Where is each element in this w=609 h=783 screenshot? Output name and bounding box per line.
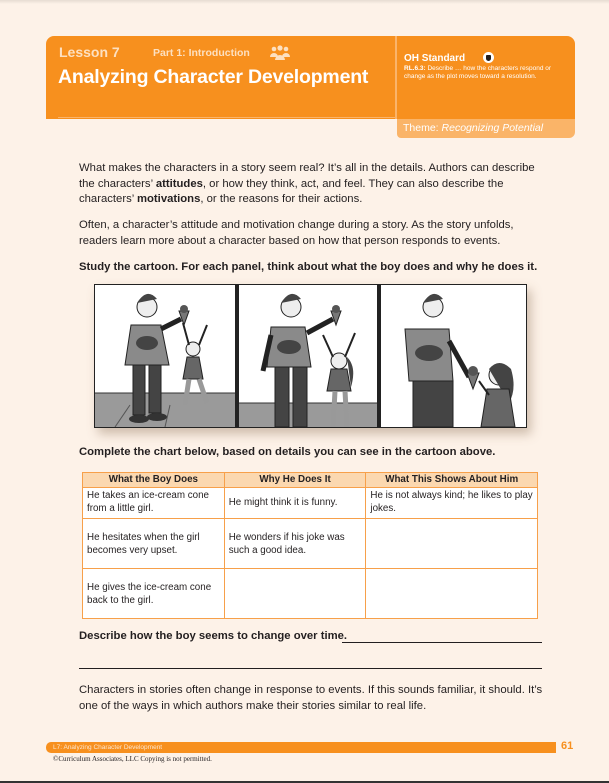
chart-header-shows: What This Shows About Him — [366, 473, 538, 488]
chart-cell: He wonders if his joke was such a good idea. — [224, 519, 366, 569]
closing-paragraph: Characters in stories often change in response to events. If this sounds familiar, it should. It’s one of the ways in which authors make their stories similar to real life. — [79, 684, 543, 712]
intro-text: , or how they think, act, and feel. They can also describe the characters’ — [79, 177, 504, 205]
footer-running-title: L7: Analyzing Character Development — [53, 744, 163, 751]
chart-answer-cell[interactable] — [366, 519, 538, 569]
term-motivations: motivations — [136, 193, 201, 205]
cartoon-panel-3-illustration — [381, 285, 526, 427]
lesson-part: Part 1: Introduction — [153, 47, 250, 59]
intro-text: What makes the characters in a story seem real? It’s all in the details. Authors can describe the characters’ — [79, 162, 535, 190]
chart-header-boy-does: What the Boy Does — [83, 473, 225, 488]
lesson-number: Lesson 7 — [59, 44, 120, 60]
chart-answer-cell[interactable] — [366, 569, 538, 619]
chart-cell: He gives the ice-cream cone back to the girl. — [83, 569, 225, 619]
intro-paragraph-1 — [79, 161, 549, 208]
cartoon-panel-1-illustration — [95, 285, 235, 427]
intro-paragraph-2: Often, a character’s attitude and motivation change during a story. As the story unfolds, readers learn more about a character based on how that person responds to events. — [79, 219, 514, 247]
chart-row — [83, 519, 538, 569]
answer-line-1[interactable] — [342, 642, 542, 643]
group-people-icon — [269, 45, 291, 61]
chart-header-row — [83, 473, 538, 488]
standard-title: OH Standard — [404, 53, 466, 64]
cartoon-panel-1 — [95, 285, 235, 427]
chart-answer-cell[interactable] — [224, 569, 366, 619]
standard-text: Describe … how the characters respond or change as the plot moves toward a resolution. — [404, 65, 552, 80]
page-number: 61 — [561, 740, 574, 752]
page-title: Analyzing Character Development — [58, 66, 369, 88]
cartoon-panel-2-illustration — [239, 285, 377, 427]
copyright-notice: ©Curriculum Associates, LLC Copying is not permitted. — [53, 755, 212, 763]
standard-description — [404, 65, 569, 81]
chart-cell: He is not always kind; he likes to play jokes. — [366, 488, 538, 519]
standard-code: RL.6.3: — [404, 65, 426, 72]
describe-prompt: Describe how the boy seems to change over time. — [79, 630, 348, 642]
chart-instruction: Complete the chart below, based on details you can see in the cartoon above. — [79, 446, 496, 458]
chart-cell: He might think it is funny. — [224, 488, 366, 519]
chart-row — [83, 488, 538, 519]
header-underline — [58, 117, 395, 118]
answer-line-2[interactable] — [79, 668, 542, 669]
theme-band — [397, 119, 575, 138]
header-divider — [395, 36, 397, 119]
term-attitudes: attitudes — [155, 177, 203, 190]
ohio-state-icon — [483, 52, 494, 63]
character-chart — [82, 472, 538, 619]
footer-separator — [556, 742, 558, 753]
chart-header-why: Why He Does It — [224, 473, 366, 488]
chart-row — [83, 569, 538, 619]
top-shade — [0, 0, 609, 4]
theme-value: Recognizing Potential — [441, 122, 544, 134]
intro-text: , or the reasons for their actions. — [200, 193, 363, 205]
chart-cell: He takes an ice-cream cone from a little girl. — [83, 488, 225, 519]
cartoon-panel-2 — [239, 285, 377, 427]
chart-cell: He hesitates when the girl becomes very upset. — [83, 519, 225, 569]
theme-label: Theme: — [403, 122, 442, 134]
cartoon-panel-3 — [381, 285, 526, 427]
cartoon-strip — [94, 284, 527, 428]
cartoon-instruction: Study the cartoon. For each panel, think about what the boy does and why he does it. — [79, 261, 538, 273]
